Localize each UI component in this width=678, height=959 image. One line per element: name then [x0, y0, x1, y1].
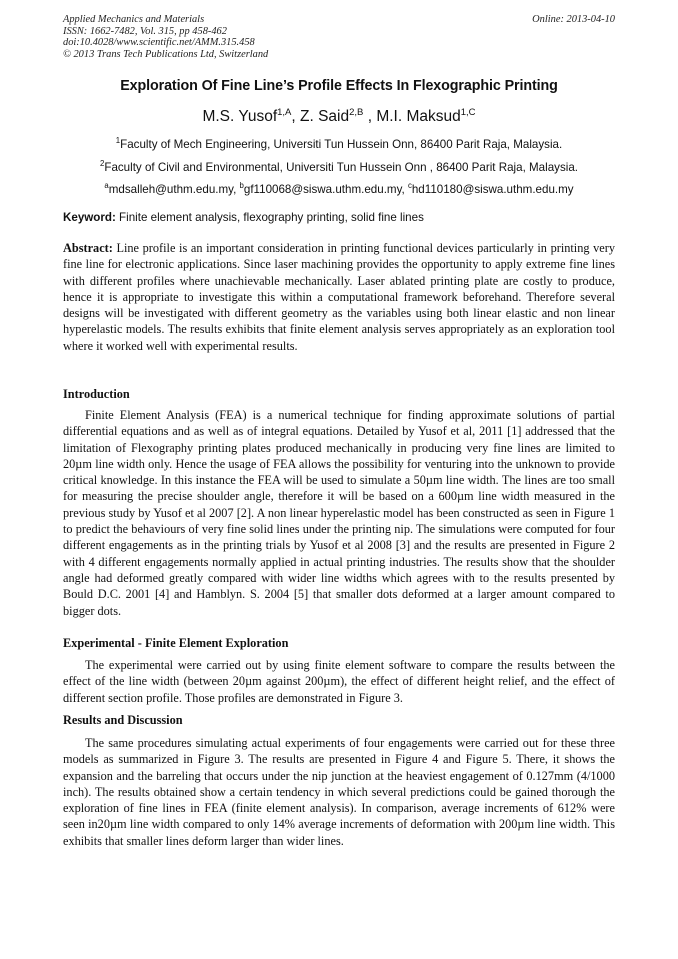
email-address: hd110180@siswa.uthm.edu.my	[411, 183, 574, 196]
affiliation-mark: 1	[115, 136, 121, 146]
author-emails	[40, 183, 638, 196]
results-paragraph: The same procedures simulating actual experiments of four engagements were carried out for these three models as summarized in Figure 3. The results are presented in Figure 4 and Figure 5. There, it shows the expansion and the barreling that occurs under the nip junction at the heaviest engagement of 0.127mm (4/1000 inch). The results obtained show a certain tendency in which several predictions could be gained thorough the exploration of fine lines in FEA (finite element analysis). In comparison, average increments of 612% were seen in20µm line width compared to only 14% average increments of deformation with 200µm line width. This exhibits that smaller lines deform larger than wider lines.	[63, 736, 615, 848]
email-mark: c	[407, 181, 412, 191]
doi-line: doi:10.4028/www.scientific.net/AMM.315.458	[63, 37, 255, 49]
keyword-text: Finite element analysis, flexography printing, solid fine lines	[115, 211, 424, 224]
affiliation-mark: 2	[100, 159, 105, 169]
abstract	[63, 240, 615, 354]
author-separator: ,	[363, 108, 377, 125]
online-date: Online: 2013-04-10	[532, 14, 615, 25]
email-address: mdsalleh@uthm.edu.my,	[108, 183, 240, 196]
author-affiliation-mark: 1,C	[460, 106, 476, 118]
author-name: Z. Said	[300, 108, 350, 125]
affiliation-2	[40, 161, 638, 174]
affiliation-text: Faculty of Mech Engineering, Universiti Tun Hussein Onn, 86400 Parit Raja, Malaysia.	[120, 138, 563, 151]
introduction-paragraph: Finite Element Analysis (FEA) is a numerical technique for finding approximate solutions of partial differential equations and as well as of integral equations. Detailed by Yusof et al, 2011 [1] addressed that the limitation of Flexography printing plates produced mechanically in producing very fine lines are limited to 20µm line width only. Hence the usage of FEA allows the possibility for venturing into the unknown to provide critical knowledge. In this instance the FEA will be used to simulate a 50µm line width. The lines are too small for measuring the precise shoulder angle, therefore it will be based on a 600µm line width measured in the previous study by Yusof et al 2007 [2]. A non linear hyperelastic model has been constructed as seen in Figure 1 to predict the behaviours of very fine solid lines under the printing nip. The simulations were computed for four different engagements as in the printing trials by Yusof et al 2008 [3] and the results are presented in Figure 2 with 4 different engagements normally applied in actual printing industries. The results show that the shoulder angle had deformed greatly compared with wider line widths which agrees with to the results presented by Bould D.C. 2001 [4] and Hamblyn. S. 2004 [5] that smaller dots deformed at a larger amount compared to bigger dots.	[63, 408, 615, 618]
journal-name: Applied Mechanics and Materials	[63, 14, 205, 25]
abstract-label: Abstract:	[63, 241, 113, 255]
experimental-paragraph: The experimental were carried out by using finite element software to compare the results between the effect of the line width (between 20µm against 200µm), the effect of different height relief, and the effect of different section profile. Those profiles are demonstrated in Figure 3.	[63, 658, 615, 705]
email-mark: b	[239, 181, 244, 191]
email-address: gf110068@siswa.uthm.edu.my,	[243, 183, 408, 196]
abstract-text: Line profile is an important consideration in printing functional devices particularly in printing very fine line for electronic applications. Since laser machining provides the opportunity to apply extreme fine lines with different profiles where unachievable mechanically. Laser ablated printing plate are costly to produce, hence it is appropriate to investigate this within a computational framework beforehand. Therefore several designs will be investigated with different geometry as the variables using both linear elastic and non linear hyperelastic models. The results exhibits that finite element analysis serves appropriately as an exploration tool where it worked well with experimental results.	[63, 241, 615, 353]
section-heading-results: Results and Discussion	[63, 713, 183, 727]
copyright-line: © 2013 Trans Tech Publications Ltd, Switzerland	[63, 48, 269, 60]
keyword-label: Keyword:	[63, 211, 116, 224]
section-heading-experimental: Experimental - Finite Element Exploration	[63, 636, 289, 650]
paper-title: Exploration Of Fine Line’s Profile Effects In Flexographic Printing	[120, 78, 558, 94]
issn-line: ISSN: 1662-7482, Vol. 315, pp 458-462	[63, 25, 227, 37]
email-mark: a	[104, 181, 109, 191]
author-separator: ,	[291, 108, 301, 125]
journal-header	[63, 14, 268, 60]
author-name: M.I. Maksud	[376, 108, 461, 125]
affiliation-1	[40, 138, 638, 151]
author-name: M.S. Yusof	[202, 108, 278, 125]
author-affiliation-mark: 2,B	[349, 106, 364, 118]
author-affiliation-mark: 1,A	[277, 106, 292, 118]
section-heading-introduction: Introduction	[63, 387, 130, 401]
keywords	[63, 211, 615, 224]
author-list	[40, 108, 638, 126]
affiliation-text: Faculty of Civil and Environmental, Universiti Tun Hussein Onn , 86400 Parit Raja, Malaysia.	[104, 161, 578, 174]
